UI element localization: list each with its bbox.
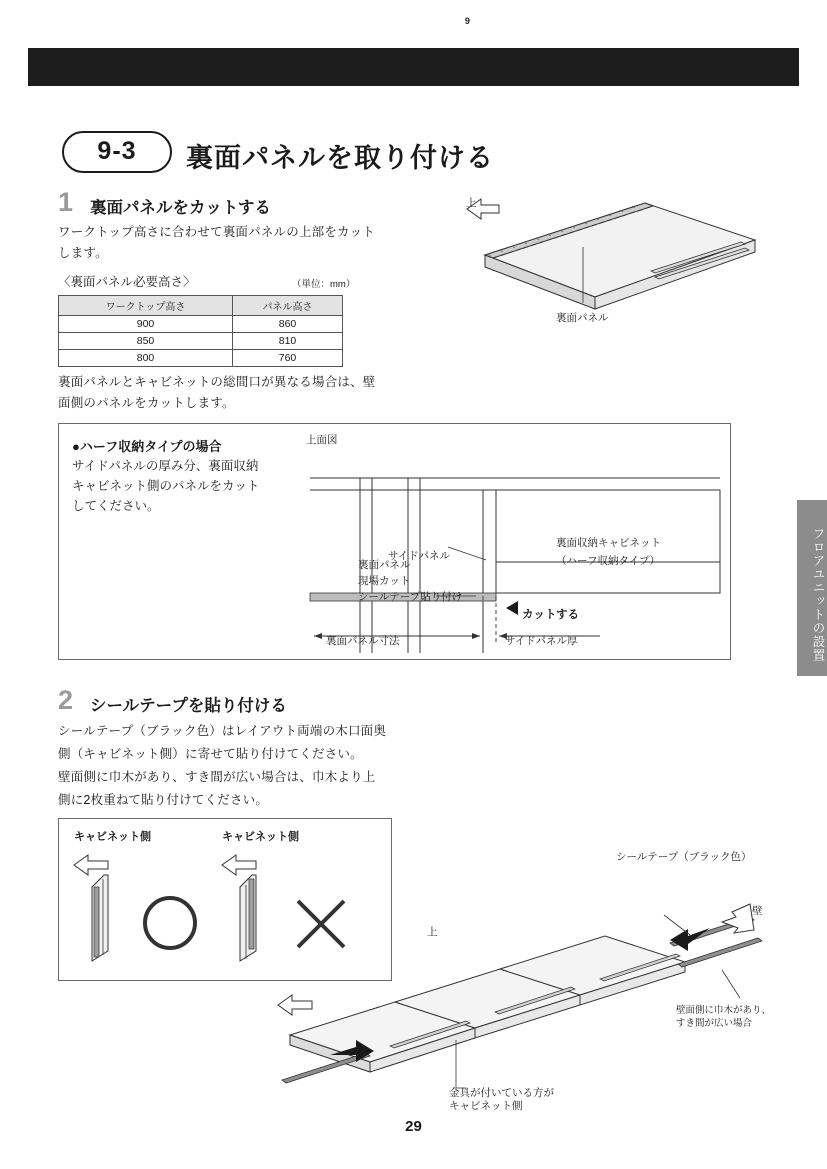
step1-body-line2: します。 <box>58 246 108 260</box>
label-seal-tape-apply: シールテープ貼り付け <box>358 591 463 603</box>
step2-number: 2 <box>58 685 74 715</box>
header-step-number: 9 <box>461 15 474 28</box>
figure1-up-label: 上 <box>466 197 477 209</box>
half-storage-body-line3: してください。 <box>72 499 160 513</box>
header-subtitle-text: （テーブルタイプ、ハーフ収納タイプの場合） <box>618 17 815 28</box>
table-caption: 〈裏面パネル必要高さ〉 <box>58 275 196 289</box>
half-storage-body-line1: サイドパネルの厚み分、裏面収納 <box>72 459 259 473</box>
label-metal-line1: 金具が付いている方が <box>449 1087 554 1099</box>
step2-body-line4: 側に2枚重ねて貼り付けてください。 <box>58 793 269 807</box>
label-back-panel-dimension: 裏面パネル寸法 <box>326 635 400 647</box>
panel-height-table <box>58 295 343 367</box>
step2-body-line2: 側（キャビネット側）に寄せて貼り付けてください。 <box>58 747 363 761</box>
label-field-cut: 現場カット <box>358 575 411 587</box>
ok-cabinet-side-label: キャビネット側 <box>74 831 151 843</box>
ng-cabinet-side-label: キャビネット側 <box>222 831 299 843</box>
table-row <box>59 316 343 333</box>
label-cut-here: カットする <box>522 609 580 621</box>
table-cell: 860 <box>233 316 343 333</box>
header-title-text: 裏面パネルを取り付ける <box>475 13 619 28</box>
label-seal-tape: シールテープ（ブラック色） <box>616 851 752 863</box>
table-header-cell: パネル高さ <box>233 296 343 316</box>
half-storage-title: ●ハーフ収納タイプの場合 <box>72 439 222 454</box>
figure2-up-label: 上 <box>427 926 438 938</box>
table-row <box>59 350 343 367</box>
section-title: 裏面パネルを取り付ける <box>186 143 494 173</box>
table-cell: 760 <box>233 350 343 367</box>
step1-note-line2: 面側のパネルをカットします。 <box>58 396 235 410</box>
label-wall: 壁 <box>752 905 763 917</box>
step1-note-line1: 裏面パネルとキャビネットの総間口が異なる場合は、壁 <box>58 375 376 389</box>
label-side-panel-thickness: サイドパネル厚 <box>505 635 578 647</box>
figure-seal-tape-layout <box>270 890 780 1105</box>
step1-body-line1: ワークトップ高さに合わせて裏面パネルの上部をカット <box>58 225 376 239</box>
label-back-panel: 裏面パネル <box>358 559 411 571</box>
step2-body-line3: 壁面側に巾木があり、すき間が広い場合は、巾木より上 <box>58 770 376 784</box>
step1-title: 裏面パネルをカットする <box>90 199 271 217</box>
label-baseboard-line1: 壁面側に巾木があり、 <box>676 1005 772 1016</box>
top-view-label: 上面図 <box>306 434 338 446</box>
figure1-panel-label: 裏面パネル <box>556 312 609 324</box>
label-cabinet-line2: （ハーフ収納タイプ） <box>556 555 661 567</box>
table-unit-label: （単位：mm） <box>292 279 356 290</box>
table-cell: 800 <box>59 350 233 367</box>
section-badge-label: 9-3 <box>97 137 137 165</box>
table-cell: 850 <box>59 333 233 350</box>
table-header-row <box>59 296 343 316</box>
label-side-panel: サイドパネル <box>388 550 451 562</box>
figure-ok-panel <box>70 843 220 973</box>
table-cell: 900 <box>59 316 233 333</box>
page-number: 29 <box>405 1118 422 1135</box>
step2-title: シールテープを貼り付ける <box>90 697 287 715</box>
half-storage-body <box>72 456 259 516</box>
section-badge <box>62 131 172 173</box>
figure-back-panel-cut <box>455 185 775 345</box>
table-header-cell: ワークトップ高さ <box>59 296 233 316</box>
header-title <box>461 10 815 29</box>
label-cabinet-line1: 裏面収納キャビネット <box>556 537 661 549</box>
page-header-bar <box>28 48 799 86</box>
table-cell: 810 <box>233 333 343 350</box>
step1-number: 1 <box>58 187 74 217</box>
label-baseboard-line2: すき間が広い場合 <box>676 1018 753 1029</box>
step2-body-line1: シールテープ（ブラック色）はレイアウト両端の木口面奥 <box>58 724 387 738</box>
side-tab-floor-unit: フロアユニットの設置 <box>797 500 827 676</box>
label-metal-line2: キャビネット側 <box>449 1100 523 1112</box>
half-storage-body-line2: キャビネット側のパネルをカット <box>72 479 260 493</box>
figure-top-view-diagram <box>300 448 730 653</box>
table-row <box>59 333 343 350</box>
